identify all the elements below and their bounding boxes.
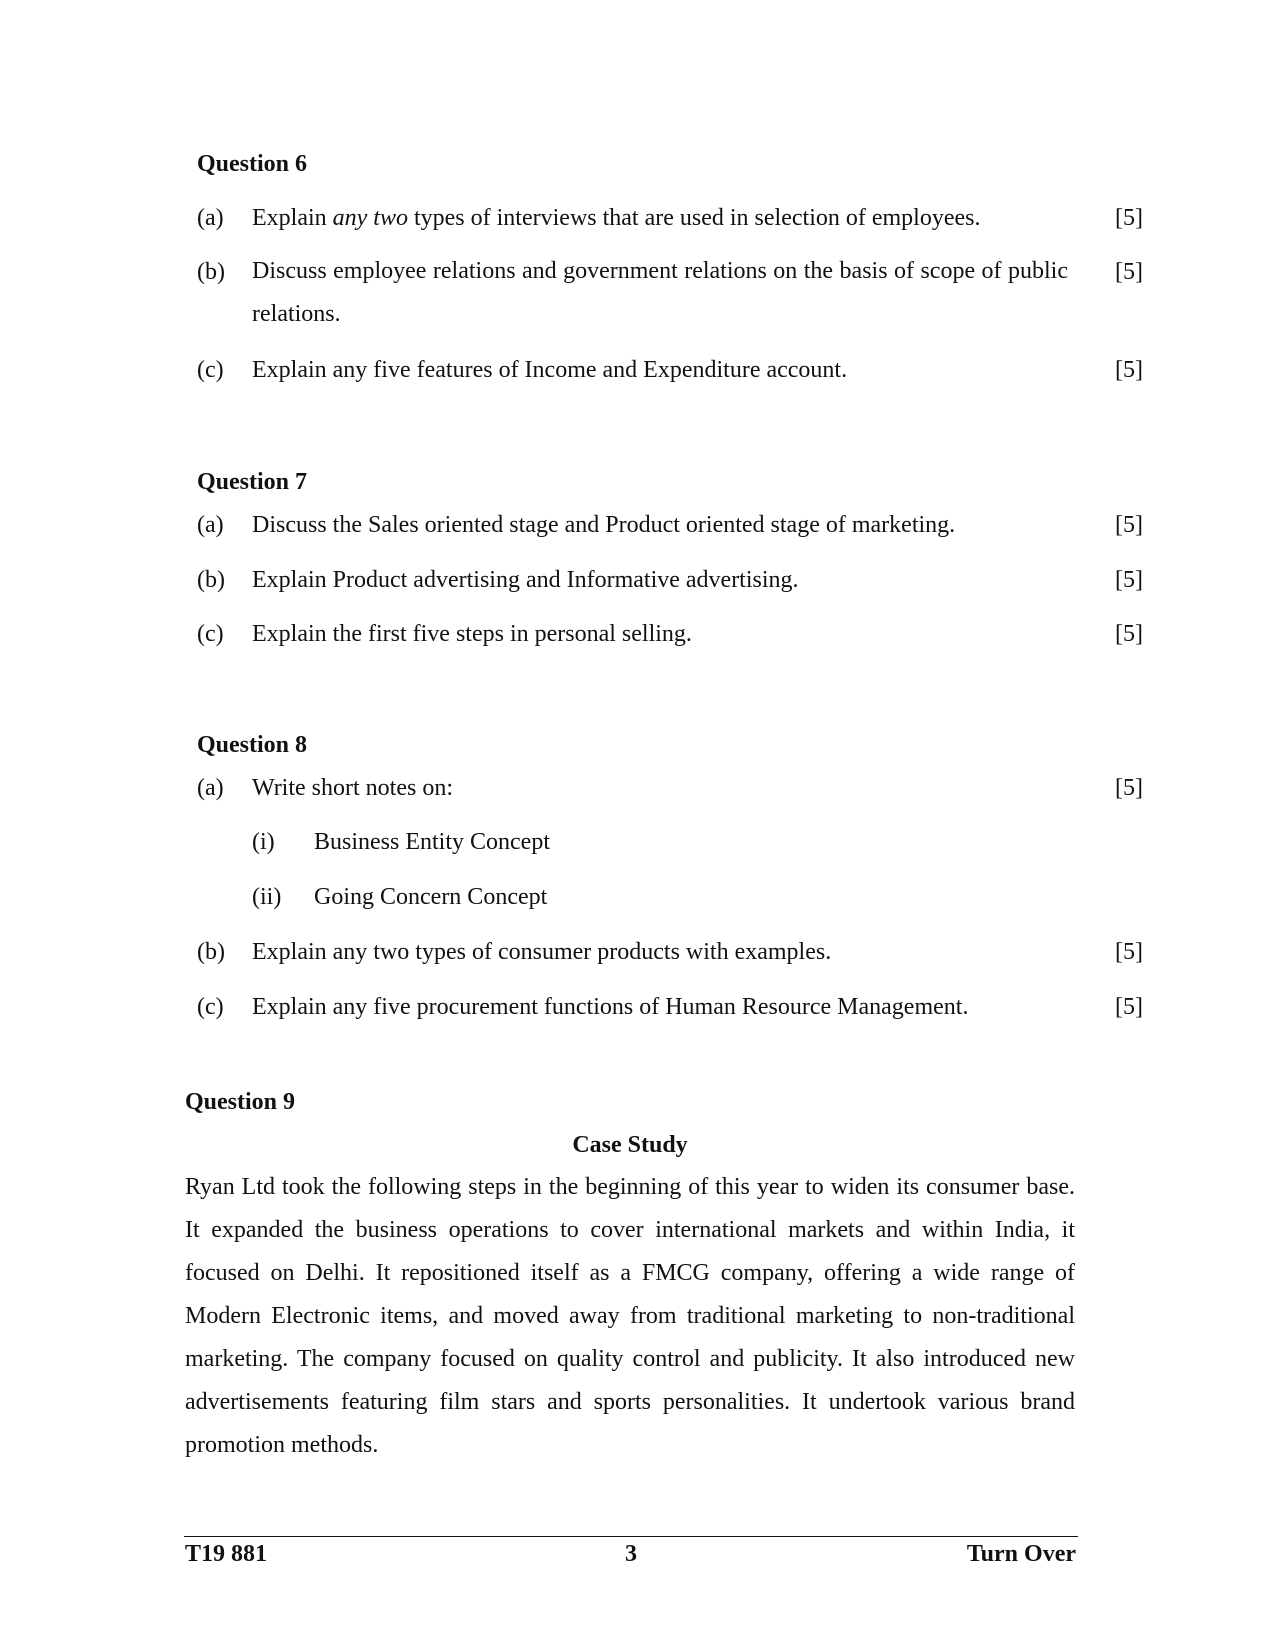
q7b-marks: [5] <box>1115 567 1143 593</box>
q6a-label: (a) <box>197 205 224 231</box>
q7c-label: (c) <box>197 621 224 647</box>
question-8-title: Question 8 <box>197 732 308 758</box>
q8a-text: Write short notes on: <box>252 775 453 801</box>
footer-paper-code: T19 881 <box>185 1541 268 1567</box>
q7a-text: Discuss the Sales oriented stage and Product oriented stage of marketing. <box>252 512 956 538</box>
footer-page-number: 3 <box>625 1541 637 1567</box>
q7c-marks: [5] <box>1115 621 1143 647</box>
q8a-sub-ii-text: Going Concern Concept <box>314 884 548 910</box>
q6b-text: Discuss employee relations and government relations on the basis of scope of public relations. <box>252 258 1068 327</box>
question-7-title: Question 7 <box>197 469 308 495</box>
q7a-label: (a) <box>197 512 224 538</box>
footer-divider <box>184 1536 1078 1537</box>
q6b-label: (b) <box>197 259 225 285</box>
q7c-text: Explain the first five steps in personal selling. <box>252 621 692 647</box>
q8c-text: Explain any five procurement functions of Human Resource Management. <box>252 994 969 1020</box>
q8b-marks: [5] <box>1115 939 1143 965</box>
q7a-marks: [5] <box>1115 512 1143 538</box>
q8a-sub-ii-label: (ii) <box>252 884 282 910</box>
q8a-marks: [5] <box>1115 775 1143 801</box>
q6a-marks: [5] <box>1115 205 1143 231</box>
question-6-title: Question 6 <box>197 151 308 177</box>
q8a-label: (a) <box>197 775 224 801</box>
q6c-label: (c) <box>197 357 224 383</box>
question-9-title: Question 9 <box>185 1089 296 1115</box>
q8a-sub-i-label: (i) <box>252 829 275 855</box>
footer-turn-over: Turn Over <box>966 1541 1076 1567</box>
q8b-label: (b) <box>197 939 225 965</box>
q6a-text <box>252 204 980 232</box>
q6a-text-pre: Explain <box>252 205 333 231</box>
case-study-title: Case Study <box>572 1132 688 1158</box>
q8c-label: (c) <box>197 994 224 1020</box>
q7b-label: (b) <box>197 567 225 593</box>
q6a-text-emphasis: any two <box>332 205 408 231</box>
q6c-text: Explain any five features of Income and Expenditure account. <box>252 357 848 383</box>
q6c-marks: [5] <box>1115 357 1143 383</box>
q7b-text: Explain Product advertising and Informative advertising. <box>252 567 799 593</box>
case-study-paragraph: Ryan Ltd took the following steps in the beginning of this year to widen its consumer base. It expanded the business operations to cover international markets and within India, it focused on Delhi. It repositioned itself as a FMCG company, offering a wide range of Modern Electronic items, and moved away from traditional marketing to non-traditional marketing. The company focused on quality control and publicity. It also introduced new advertisements featuring film stars and sports personalities. It undertook various brand promotion methods. <box>185 1174 1075 1458</box>
q6b-marks: [5] <box>1115 259 1143 285</box>
q6a-text-post: types of interviews that are used in selection of employees. <box>407 205 981 231</box>
q8a-sub-i-text: Business Entity Concept <box>314 829 550 855</box>
q8b-text: Explain any two types of consumer products with examples. <box>252 939 832 965</box>
q8c-marks: [5] <box>1115 994 1143 1020</box>
